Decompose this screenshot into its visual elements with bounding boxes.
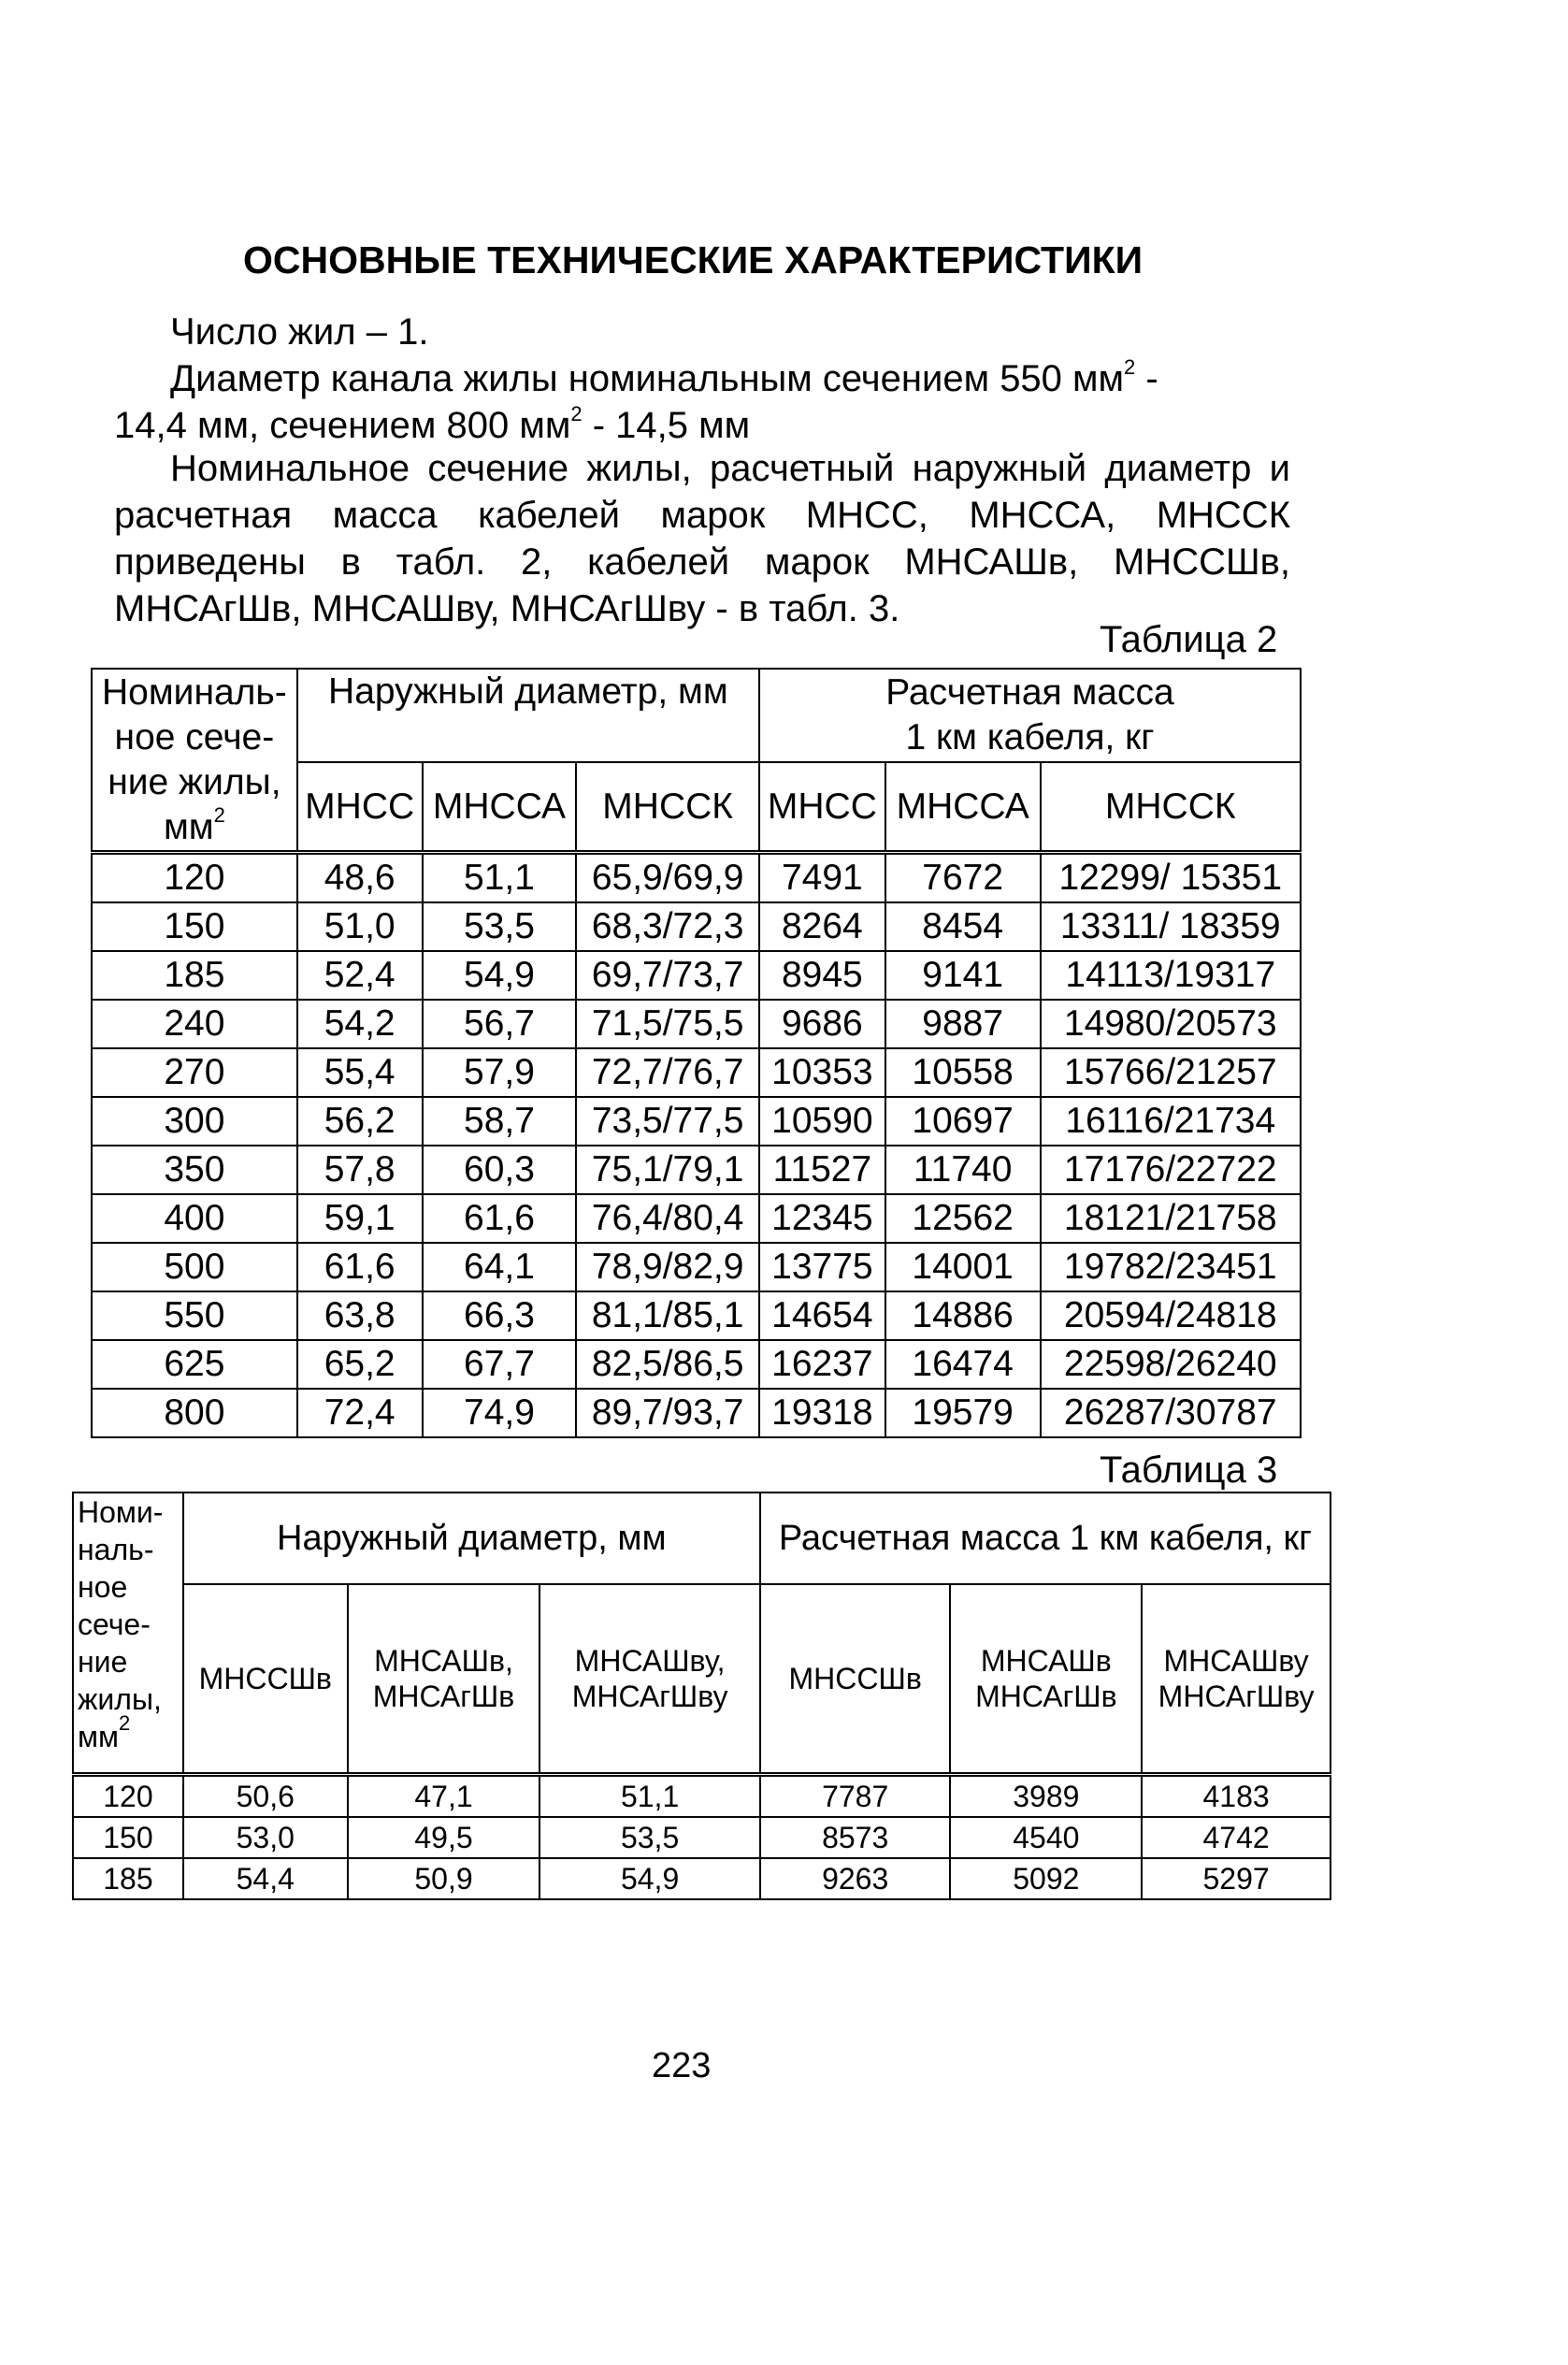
table-row: [92, 1048, 1301, 1097]
table-row: [92, 1389, 1301, 1437]
table-cell: 51,1: [539, 1775, 760, 1818]
table-cell: 54,4: [183, 1858, 348, 1899]
table-cell: 68,3/72,3: [576, 902, 759, 951]
table-cell: 65,9/69,9: [576, 853, 759, 903]
table-cell: 10353: [759, 1048, 885, 1097]
table-cell: 7491: [759, 853, 885, 903]
table-cell: 50,6: [183, 1775, 348, 1818]
table-cell: 14001: [885, 1243, 1041, 1291]
table-cell: 66,3: [423, 1291, 577, 1340]
table-cell: 53,0: [183, 1817, 348, 1858]
table-cell: 67,7: [423, 1340, 577, 1389]
group-header-outer-diameter: Наружный диаметр, мм: [297, 669, 759, 762]
table-cell: 8573: [760, 1817, 951, 1858]
table-cell: 51,1: [423, 853, 577, 903]
table-row: [73, 1858, 1331, 1899]
table-cell: 65,2: [297, 1340, 423, 1389]
table-2: [91, 668, 1302, 1438]
table-cell: 54,9: [539, 1858, 760, 1899]
subheader: МНСС: [297, 762, 423, 853]
table-cell: 71,5/75,5: [576, 1000, 759, 1048]
table-cell: 17176/22722: [1041, 1146, 1301, 1194]
table-cell: 54,9: [423, 951, 577, 1000]
table-row: [92, 1194, 1301, 1243]
group-header-mass: Расчетная масса 1 км кабеля, кг: [760, 1493, 1331, 1584]
table-cell: 13775: [759, 1243, 885, 1291]
table-cell: 9686: [759, 1000, 885, 1048]
table-cell: 16237: [759, 1340, 885, 1389]
table-cell: 500: [92, 1243, 297, 1291]
table-cell: 10558: [885, 1048, 1041, 1097]
page-heading: ОСНОВНЫЕ ТЕХНИЧЕСКИЕ ХАРАКТЕРИСТИКИ: [243, 238, 1144, 281]
table-cell: 4742: [1142, 1817, 1331, 1858]
table-cell: 58,7: [423, 1097, 577, 1146]
table2-caption: Таблица 2: [1100, 619, 1278, 660]
table-cell: 19579: [885, 1389, 1041, 1437]
table-cell: 18121/21758: [1041, 1194, 1301, 1243]
col-header-section: Номи-наль-ное сече-ние жилы, $мм^2$: [73, 1493, 183, 1775]
table-cell: 14654: [759, 1291, 885, 1340]
table-cell: 400: [92, 1194, 297, 1243]
table-cell: 48,6: [297, 853, 423, 903]
table3-caption: Таблица 3: [1100, 1449, 1278, 1491]
table-cell: 12562: [885, 1194, 1041, 1243]
table-cell: 72,4: [297, 1389, 423, 1437]
table-cell: 150: [73, 1817, 183, 1858]
table-cell: 22598/26240: [1041, 1340, 1301, 1389]
table-cell: 120: [92, 853, 297, 903]
table-cell: 185: [73, 1858, 183, 1899]
table-cell: 14113/19317: [1041, 951, 1301, 1000]
table-cell: 26287/30787: [1041, 1389, 1301, 1437]
table-cell: 64,1: [423, 1243, 577, 1291]
subheader: МНССШв: [183, 1584, 348, 1775]
table-cell: 19782/23451: [1041, 1243, 1301, 1291]
table-cell: 53,5: [423, 902, 577, 951]
table-cell: 5092: [950, 1858, 1142, 1899]
table-cell: 9141: [885, 951, 1041, 1000]
table-cell: 63,8: [297, 1291, 423, 1340]
table-cell: 7672: [885, 853, 1041, 903]
table-cell: 60,3: [423, 1146, 577, 1194]
table-cell: 59,1: [297, 1194, 423, 1243]
table-row: [73, 1775, 1331, 1818]
cores-count-text: Число жил – 1.: [170, 311, 429, 353]
subheader: МНССШв: [760, 1584, 951, 1775]
table-row: [73, 1817, 1331, 1858]
table-cell: 240: [92, 1000, 297, 1048]
table-cell: 50,9: [348, 1858, 540, 1899]
channel-diameter-text: Диаметр канала жилы номинальным сечением 550 $мм^2$ - 14,4 мм, сечением 800 $мм^2 - 14,5$ мм: [114, 355, 1158, 446]
table-cell: 55,4: [297, 1048, 423, 1097]
table-cell: 16116/21734: [1041, 1097, 1301, 1146]
table-cell: 625: [92, 1340, 297, 1389]
table-row: [92, 951, 1301, 1000]
table-cell: 7787: [760, 1775, 951, 1818]
table-cell: 56,2: [297, 1097, 423, 1146]
table-cell: 82,5/86,5: [576, 1340, 759, 1389]
table-cell: 9887: [885, 1000, 1041, 1048]
table-cell: 5297: [1142, 1858, 1331, 1899]
subheader: МНСАШв, МНСАгШв: [348, 1584, 540, 1775]
table-row: [92, 1000, 1301, 1048]
table-cell: 69,7/73,7: [576, 951, 759, 1000]
table-cell: 20594/24818: [1041, 1291, 1301, 1340]
table-cell: 56,7: [423, 1000, 577, 1048]
table-cell: 81,1/85,1: [576, 1291, 759, 1340]
group-header-outer-diameter: Наружный диаметр, мм: [183, 1493, 760, 1584]
subheader: МНСАШву, МНСАгШву: [539, 1584, 760, 1775]
subheader: МНССК: [1041, 762, 1301, 853]
table-cell: 52,4: [297, 951, 423, 1000]
table-row: [92, 902, 1301, 951]
subheader: МНССА: [423, 762, 577, 853]
table-row: [92, 1243, 1301, 1291]
table-cell: 16474: [885, 1340, 1041, 1389]
subheader: МНССА: [885, 762, 1041, 853]
table-cell: 4183: [1142, 1775, 1331, 1818]
table-cell: 10590: [759, 1097, 885, 1146]
tables-reference-text: Номинальное сечение жилы, расчетный наружный диаметр и расчетная масса кабелей марок МНСС, МНССА, МНССК приведены в табл. 2, кабелей марок МНСАШв, МНССШв, МНСАгШв, МНСАШву, МНСАгШву - в табл. 3.: [114, 448, 1290, 629]
table-cell: 57,8: [297, 1146, 423, 1194]
table-cell: 800: [92, 1389, 297, 1437]
table-cell: 57,9: [423, 1048, 577, 1097]
table-cell: 53,5: [539, 1817, 760, 1858]
table-row: [92, 1340, 1301, 1389]
table-row: [92, 853, 1301, 903]
table-cell: 8945: [759, 951, 885, 1000]
subheader: МНССК: [576, 762, 759, 853]
table-cell: 13311/ 18359: [1041, 902, 1301, 951]
table-cell: 75,1/79,1: [576, 1146, 759, 1194]
table-cell: 74,9: [423, 1389, 577, 1437]
table-cell: 14980/20573: [1041, 1000, 1301, 1048]
table-cell: 14886: [885, 1291, 1041, 1340]
table-cell: 270: [92, 1048, 297, 1097]
table-cell: 9263: [760, 1858, 951, 1899]
table-cell: 8264: [759, 902, 885, 951]
page-number: 223: [652, 2046, 712, 2085]
group-header-mass: Расчетная масса 1 км кабеля, кг: [759, 669, 1301, 762]
table-row: [92, 1146, 1301, 1194]
table-cell: 54,2: [297, 1000, 423, 1048]
table-cell: 11527: [759, 1146, 885, 1194]
subheader: МНСС: [759, 762, 885, 853]
table-row: [92, 1097, 1301, 1146]
table-cell: 72,7/76,7: [576, 1048, 759, 1097]
table-cell: 4540: [950, 1817, 1142, 1858]
table-cell: 61,6: [423, 1194, 577, 1243]
subheader: МНСАШву МНСАгШву: [1142, 1584, 1331, 1775]
table-cell: 73,5/77,5: [576, 1097, 759, 1146]
table-cell: 76,4/80,4: [576, 1194, 759, 1243]
subheader: МНСАШв МНСАгШв: [950, 1584, 1142, 1775]
table-cell: 19318: [759, 1389, 885, 1437]
table-cell: 12299/ 15351: [1041, 853, 1301, 903]
table-cell: 78,9/82,9: [576, 1243, 759, 1291]
table-cell: 15766/21257: [1041, 1048, 1301, 1097]
table-3: [72, 1492, 1331, 1900]
table-cell: 10697: [885, 1097, 1041, 1146]
table-cell: 47,1: [348, 1775, 540, 1818]
table-cell: 350: [92, 1146, 297, 1194]
table-cell: 150: [92, 902, 297, 951]
table-cell: 120: [73, 1775, 183, 1818]
table-cell: 8454: [885, 902, 1041, 951]
table-cell: 3989: [950, 1775, 1142, 1818]
table-cell: 89,7/93,7: [576, 1389, 759, 1437]
table-cell: 49,5: [348, 1817, 540, 1858]
table-row: [92, 1291, 1301, 1340]
table-cell: 185: [92, 951, 297, 1000]
table-cell: 61,6: [297, 1243, 423, 1291]
table-cell: 11740: [885, 1146, 1041, 1194]
table-cell: 550: [92, 1291, 297, 1340]
table-cell: 300: [92, 1097, 297, 1146]
col-header-section: Номиналь-ное сече-ние жилы, $мм^2$: [92, 669, 297, 853]
table-cell: 12345: [759, 1194, 885, 1243]
table-cell: 51,0: [297, 902, 423, 951]
